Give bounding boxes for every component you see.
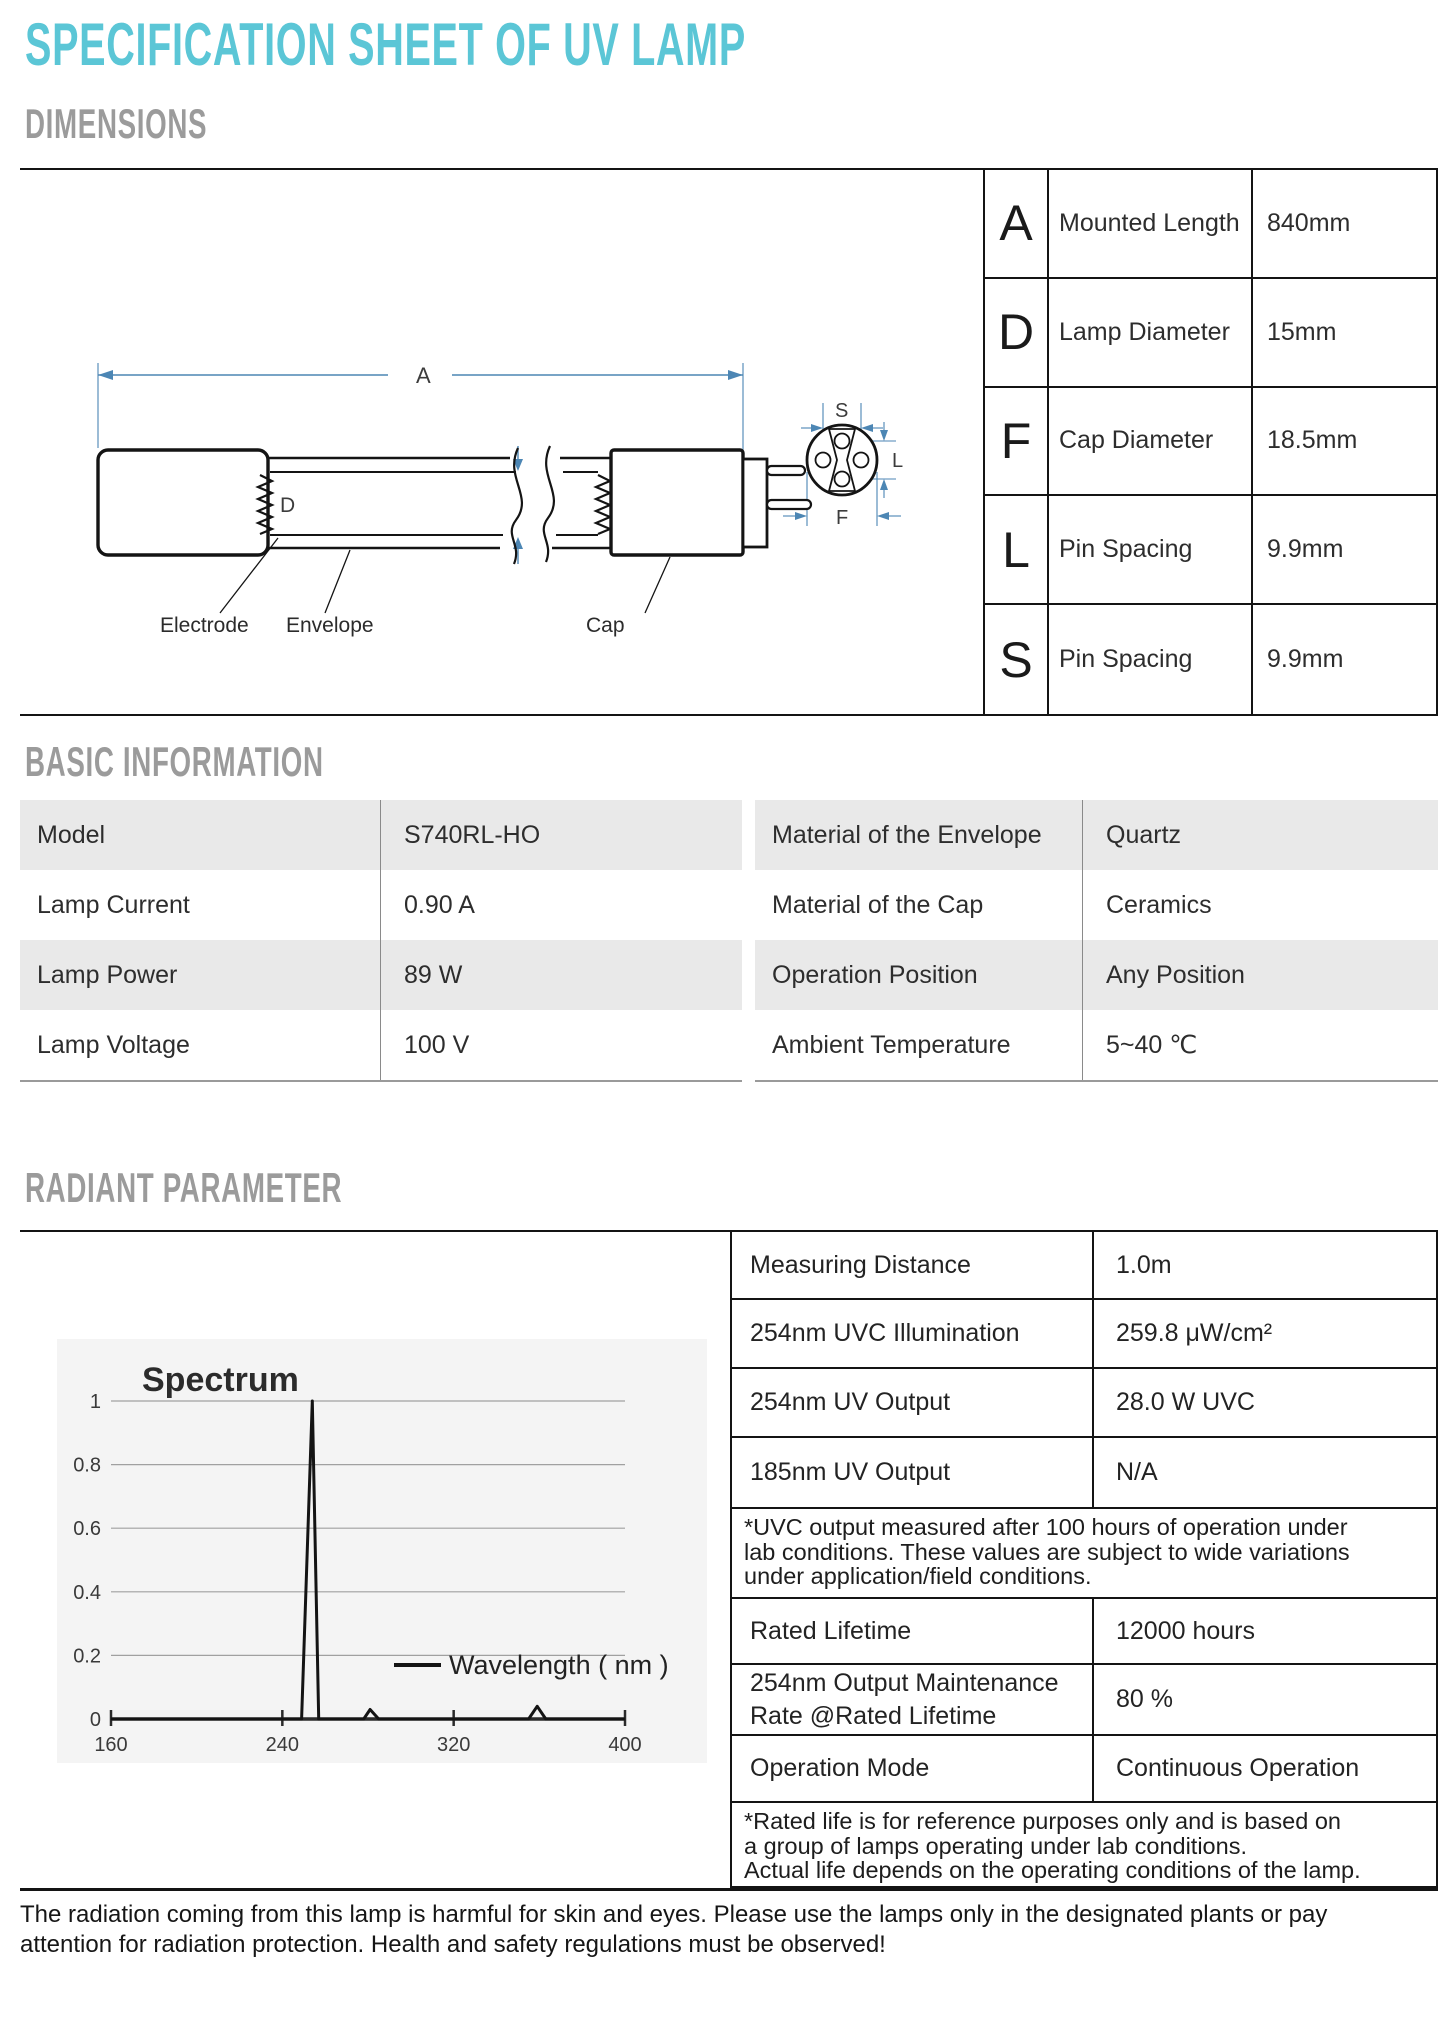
svg-text:160: 160 (94, 1734, 128, 1756)
param-label-text: 254nm UV Output (750, 1388, 951, 1417)
param-label (732, 1665, 1092, 1734)
table-row (985, 496, 1436, 605)
table-row (985, 170, 1436, 279)
info-label: Material of the Cap (772, 890, 984, 919)
param-value: 12000 hours (1092, 1599, 1436, 1663)
note-line: *UVC output measured after 100 hours of operation under (744, 1514, 1348, 1540)
electrode-coil-right (596, 475, 610, 534)
info-value: Ceramics (1082, 870, 1438, 940)
info-label: Material of the Envelope (772, 820, 1042, 849)
table-row (755, 940, 1438, 1010)
param-label-text: Rated Lifetime (750, 1616, 912, 1645)
radiant-parameter-heading (25, 1164, 506, 1212)
param-label (732, 1232, 1092, 1298)
info-value: 0.90 A (380, 870, 742, 940)
dim-l-label: L (892, 450, 904, 472)
svg-text:0: 0 (89, 1709, 101, 1731)
info-value: Quartz (1082, 800, 1438, 870)
note-line: under application/field conditions. (744, 1563, 1092, 1589)
param-label-text: Operation Mode (750, 1754, 930, 1783)
dim-d-label: D (280, 494, 296, 517)
param-label-text: Measuring Distance (750, 1250, 971, 1279)
tube-break-mark (544, 446, 554, 562)
table-row (732, 1665, 1436, 1736)
svg-text:320: 320 (436, 1734, 471, 1756)
table-row (20, 940, 742, 1010)
param-label-text: 254nm UVC Illumination (750, 1319, 1020, 1348)
right-end-cap (611, 450, 743, 555)
dim-value: 9.9mm (1267, 535, 1344, 564)
radiant-parameter-section (20, 1230, 1438, 1891)
dim-value: 9.9mm (1267, 645, 1344, 674)
dim-a-label: A (416, 363, 431, 388)
info-value: 5~40 ℃ (1082, 1010, 1438, 1080)
spectrum-chart (57, 1339, 707, 1763)
info-value: Any Position (1082, 940, 1438, 1010)
note-line: lab conditions. These values are subject to wide variations (744, 1538, 1350, 1565)
info-label: Operation Position (772, 960, 978, 989)
pin-hole (835, 472, 850, 487)
info-label: Ambient Temperature (772, 1030, 1011, 1059)
note-line: a group of lamps operating under lab conditions. (744, 1832, 1247, 1859)
table-row (732, 1599, 1436, 1665)
page-title-text: SPECIFICATION SHEET OF UV LAMP (25, 11, 746, 78)
envelope-label: Envelope (286, 614, 374, 637)
dim-symbol: S (985, 605, 1049, 714)
dim-label: Mounted Length (1049, 170, 1253, 277)
table-row (755, 800, 1438, 870)
basic-info-table-left (20, 800, 742, 1082)
dim-f-label: F (836, 507, 849, 529)
dimensions-section (20, 168, 1438, 716)
param-value: 1.0m (1092, 1232, 1436, 1298)
table-row (20, 870, 742, 940)
cap-end-plate (743, 459, 767, 547)
table-row (20, 1010, 742, 1080)
lamp-body-drawing (98, 425, 877, 613)
svg-text:1: 1 (89, 1391, 101, 1413)
radiant-parameter-heading-text: RADIANT PARAMETER (25, 1164, 343, 1211)
param-value: 259.8 μW/cm² (1092, 1300, 1436, 1367)
param-label-text: 254nm Output Maintenance Rate @Rated Lifetime (750, 1669, 1059, 1730)
page-title (25, 10, 1117, 79)
dim-symbol: F (985, 388, 1049, 495)
electrode-label: Electrode (160, 614, 249, 637)
table-row (755, 870, 1438, 940)
basic-information-heading-text: BASIC INFORMATION (25, 738, 324, 785)
info-label: Lamp Power (37, 960, 178, 989)
dim-s-label: S (835, 400, 849, 422)
cap-pin (767, 500, 811, 509)
info-value: 89 W (380, 940, 742, 1010)
cap-pin (767, 466, 805, 475)
dim-symbol: D (985, 279, 1049, 386)
note-line: Actual life depends on the operating conditions of the lamp. (744, 1857, 1361, 1883)
chart-legend-label: Wavelength ( nm ) (449, 1650, 669, 1680)
table-row (732, 1369, 1436, 1438)
dimensions-table (983, 170, 1438, 714)
info-value: S740RL-HO (380, 800, 742, 870)
param-value: 28.0 W UVC (1092, 1369, 1436, 1436)
dim-label: Lamp Diameter (1049, 279, 1253, 386)
table-row (732, 1300, 1436, 1369)
basic-information-heading (25, 738, 478, 786)
table-row (985, 605, 1436, 714)
table-row (755, 1010, 1438, 1080)
param-label (732, 1736, 1092, 1801)
table-row (732, 1438, 1436, 1509)
param-label (732, 1300, 1092, 1367)
dimensions-heading (25, 100, 301, 148)
dimensions-heading-text: DIMENSIONS (25, 100, 208, 147)
param-label (732, 1599, 1092, 1663)
table-row (985, 279, 1436, 388)
dim-label: Pin Spacing (1049, 605, 1253, 714)
svg-text:0.8: 0.8 (73, 1454, 101, 1477)
note-line: *Rated life is for reference purposes only and is based on (744, 1808, 1341, 1834)
dim-label: Cap Diameter (1049, 388, 1253, 495)
dim-label: Pin Spacing (1049, 496, 1253, 603)
table-row (732, 1232, 1436, 1300)
param-label (732, 1369, 1092, 1436)
dim-value: 15mm (1267, 317, 1337, 346)
info-label: Model (37, 820, 106, 849)
radiation-warning (20, 1900, 1420, 1960)
dim-value: 840mm (1267, 208, 1351, 237)
radiant-parameter-table (730, 1232, 1438, 1888)
chart-title: Spectrum (142, 1361, 299, 1399)
svg-text:0.4: 0.4 (73, 1581, 101, 1604)
pin-hole (816, 453, 831, 468)
svg-text:0.2: 0.2 (73, 1645, 101, 1668)
basic-info-table-right (755, 800, 1438, 1082)
table-row (732, 1736, 1436, 1803)
param-value: N/A (1092, 1438, 1436, 1507)
table-row (20, 800, 742, 870)
info-label: Lamp Voltage (37, 1030, 190, 1059)
svg-text:0.6: 0.6 (73, 1518, 101, 1541)
cap-label: Cap (586, 614, 625, 637)
svg-text:400: 400 (608, 1734, 642, 1756)
radiation-warning-text: The radiation coming from this lamp is harmful for skin and eyes. Please use the lamps only in the designated plants or pay attention for radiation protection. Health and safety regulations must be observed! (20, 1901, 1328, 1958)
dim-symbol: L (985, 496, 1049, 603)
left-end-cap (98, 450, 268, 555)
dim-symbol: A (985, 170, 1049, 277)
param-label (732, 1438, 1092, 1507)
info-value: 100 V (380, 1010, 742, 1080)
param-value: Continuous Operation (1092, 1736, 1436, 1801)
chart-background (57, 1339, 707, 1763)
pin-hole (854, 453, 869, 468)
uvc-output-note (732, 1509, 1436, 1599)
pin-hole (835, 434, 850, 449)
dim-value: 18.5mm (1267, 426, 1358, 455)
info-label: Lamp Current (37, 890, 190, 919)
lamp-technical-drawing (20, 170, 965, 715)
svg-text:240: 240 (265, 1734, 300, 1756)
table-row (985, 388, 1436, 497)
rated-life-note (732, 1803, 1436, 1888)
param-label-text: 185nm UV Output (750, 1458, 951, 1487)
param-value: 80 % (1092, 1665, 1436, 1734)
